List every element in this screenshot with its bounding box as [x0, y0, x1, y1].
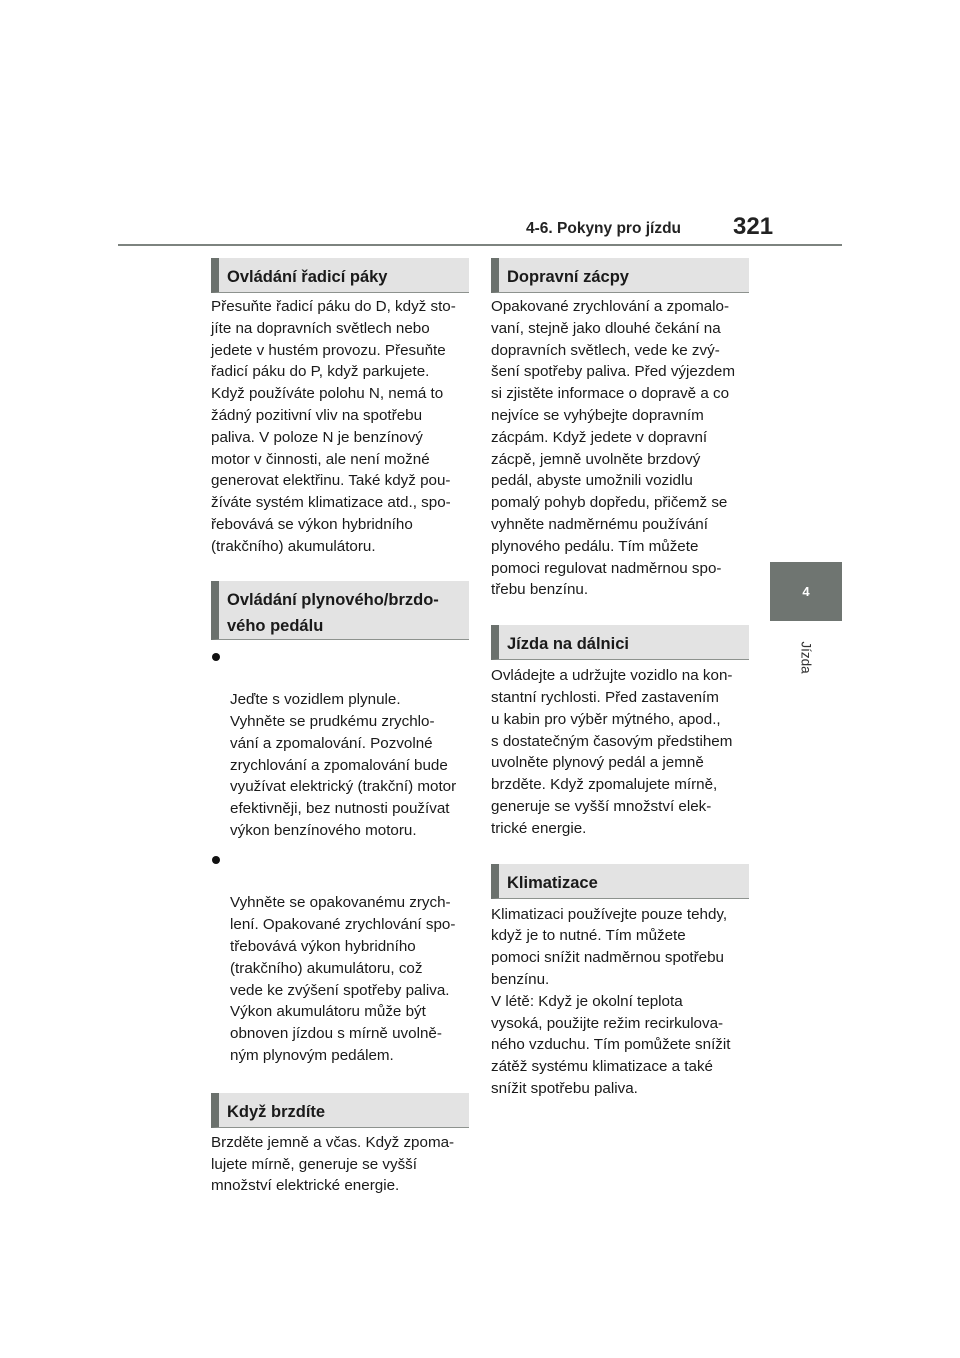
right-column — [491, 258, 749, 1100]
section-heading-highway: Jízda na dálnici — [491, 625, 749, 660]
pedals-bullet-2-text: Vyhněte se opakovanému zrych- lení. Opakované zrychlování spo- třebovává výkon hybridního (trakčního) akumulátoru, což vede ke zvýšení spotřeby paliva. Výkon akumulátoru může být obnoven jízdou s mírně uvolně- ným plynovým pedálem. — [230, 894, 456, 1064]
section-heading-braking: Když brzdíte — [211, 1093, 469, 1128]
air-conditioning-text: Klimatizaci používejte pouze tehdy, když je to nutné. Tím můžete pomoci snížit nadměrnou spotřebu benzínu. V létě: Když je okolní teplota vysoká, použijte režim recirkulova- ného vzduchu. Tím pomůžete snížit zátěž systému klimatizace a také snížit spotřebu paliva. — [491, 905, 731, 1097]
section-heading-traffic-jams: Dopravní zácpy — [491, 258, 749, 293]
section-header: 4-6. Pokyny pro jízdu — [526, 220, 682, 237]
section-heading-gear-lever: Ovládání řadicí páky — [211, 258, 469, 293]
pedals-bullet-1-text: Jeďte s vozidlem plynule. Vyhněte se prudkému zrychlo- vání a zpomalování. Pozvolné zrychlování a zpomalování bude využívat elektrický (trakční) motor efektivněji, bez nutnosti používat výkon benzínového motoru. — [230, 691, 457, 839]
traffic-jams-text: Opakované zrychlování a zpomalo- vaní, stejně jako dlouhé čekání na dopravních světlech, vede ke zvý- šení spotřeby paliva. Před výjezdem si zjistěte informace o dopravě a co nejvíce se vyhýbejte dopravním zácpám. Když jedete v dopravní zácpě, jemně uvolněte brzdový pedál, abyste umožnili vozidlu pomalý pohyb dopředu, přičemž se vyhněte nadměrnému používání plynového pedálu. Tím můžete pomoci regulovat nadměrnou spo- třebu benzínu. — [491, 298, 735, 599]
page-number: 321 — [733, 213, 774, 240]
left-column — [211, 258, 469, 1197]
section-heading-air-conditioning: Klimatizace — [491, 864, 749, 899]
bullet-icon — [212, 653, 220, 661]
pedals-bullet-1 — [211, 646, 469, 842]
chapter-tab: 4 — [770, 562, 842, 621]
highway-text: Ovládejte a udržujte vozidlo na kon- stantní rychlosti. Před zastavením u kabin pro výběr mýtného, apod., s dostatečným časovým předstihem uvolněte plynový pedál a jemně brzděte. Když zpomalujete mírně, generuje se vyšší množství elek- trické energie. — [491, 667, 733, 837]
header-divider — [118, 244, 842, 246]
bullet-icon — [212, 856, 220, 864]
braking-text: Brzděte jemně a včas. Když zpoma- lujete mírně, generuje se vyšší množství elektrické energie. — [211, 1133, 455, 1195]
gear-lever-text: Přesuňte řadicí páku do D, když sto- jíte na dopravních světlech nebo jedete v hustém provozu. Přesuňte řadicí páku do P, když parkujete. Když používáte polohu N, nemá to žádný pozitivní vliv na spotřebu paliva. V poloze N je benzínový motor v činnosti, ale není možné generovat elektřinu. Také když pou- žíváte systém klimatizace atd., spo- řebovává se výkon hybridního (trakčního) akumulátoru. — [211, 298, 456, 555]
chapter-tab-label: Jízda — [798, 641, 814, 674]
section-heading-pedals: Ovládání plynového/brzdo- vého pedálu — [211, 581, 469, 640]
pedals-bullet-2 — [211, 849, 469, 1067]
